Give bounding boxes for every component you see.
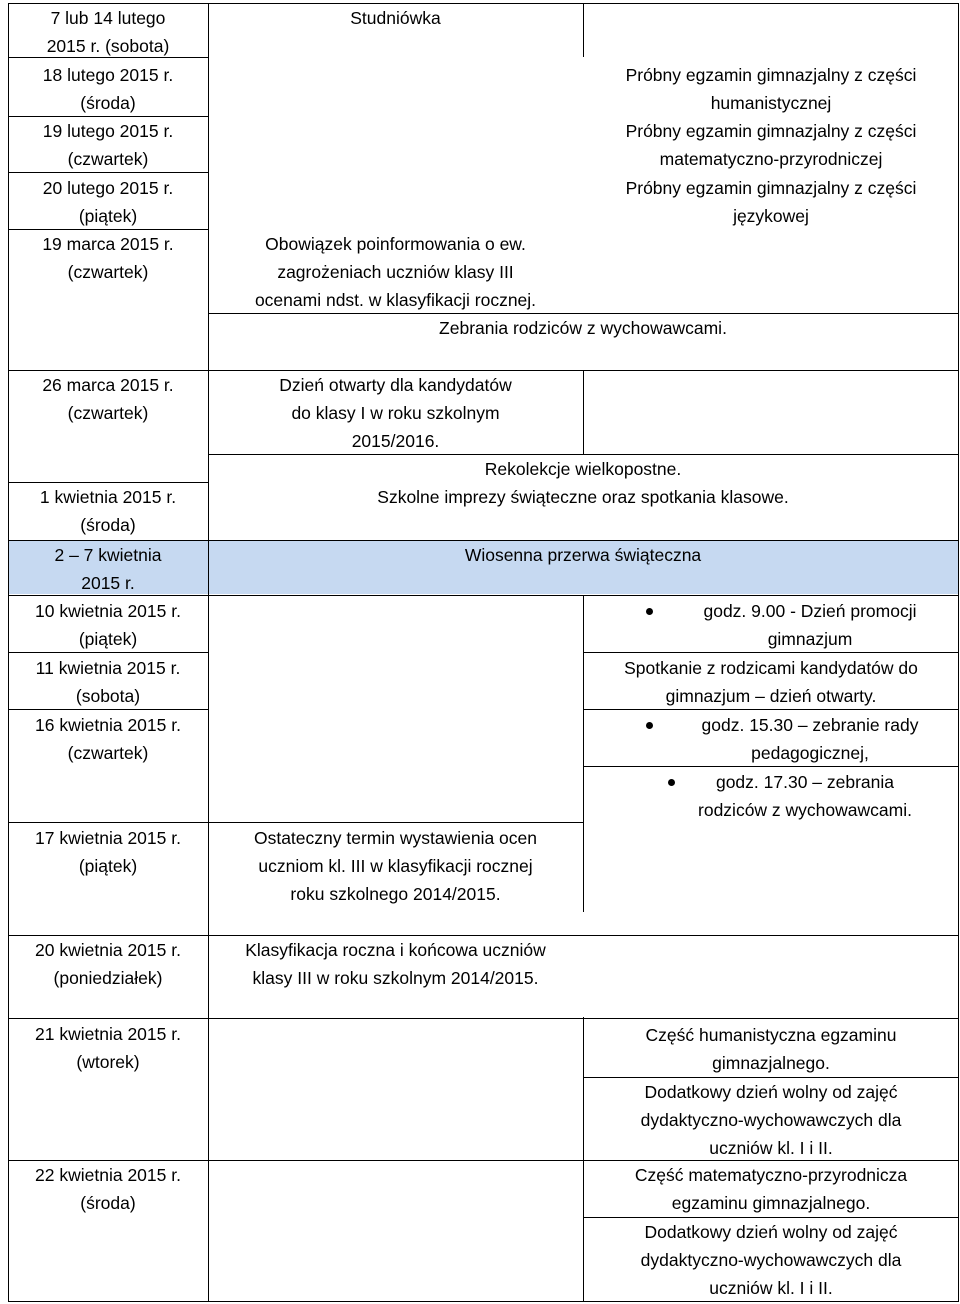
date-cell: 10 kwietnia 2015 r. (piątek)	[35, 601, 181, 649]
date-cell: 21 kwietnia 2015 r. (wtorek)	[35, 1024, 181, 1072]
event-cell: Próbny egzamin gimnazjalny z części humanistycznej	[625, 65, 917, 113]
event-cell: Część humanistyczna egzaminu gimnazjalnego.	[645, 1025, 897, 1073]
event-cell: Klasyfikacja roczna i końcowa uczniów klasy III w roku szkolnym 2014/2015.	[245, 940, 546, 988]
event-cell: godz. 15.30 – zebranie rady pedagogicznej,	[701, 715, 919, 763]
column-divider	[583, 3, 584, 57]
row-divider	[8, 822, 584, 823]
event-cell: Dzień otwarty dla kandydatów do klasy I w roku szkolnym 2015/2016.	[279, 375, 512, 451]
date-cell: 18 lutego 2015 r. (środa)	[42, 65, 174, 113]
event-cell: Spotkanie z rodzicami kandydatów do gimnazjum – dzień otwarty.	[624, 658, 918, 706]
column-divider	[583, 596, 584, 912]
event-cell: Wiosenna przerwa świąteczna	[464, 545, 702, 565]
date-cell: 22 kwietnia 2015 r. (środa)	[35, 1165, 181, 1213]
event-cell: Próbny egzamin gimnazjalny z części językowej	[625, 178, 917, 226]
event-cell: godz. 9.00 - Dzień promocji gimnazjum	[703, 601, 917, 649]
event-cell: Obowiązek poinformowania o ew. zagrożeniach uczniów klasy III ocenami ndst. w klasyfikacji rocznej.	[254, 234, 537, 310]
date-cell: 20 lutego 2015 r. (piątek)	[42, 178, 174, 226]
event-cell: Studniówka	[350, 8, 441, 28]
event-cell: Dodatkowy dzień wolny od zajęć dydaktyczno-wychowawczych dla uczniów kl. I i II.	[640, 1222, 902, 1298]
date-cell: 26 marca 2015 r. (czwartek)	[42, 375, 174, 423]
bullet-icon	[646, 722, 653, 729]
date-cell: 1 kwietnia 2015 r. (środa)	[39, 487, 177, 535]
event-cell: Dodatkowy dzień wolny od zajęć dydaktyczno-wychowawczych dla uczniów kl. I i II.	[640, 1082, 902, 1158]
bullet-icon	[646, 608, 653, 615]
event-cell: Część matematyczno-przyrodnicza egzaminu gimnazjalnego.	[634, 1165, 908, 1213]
row-divider	[8, 1018, 959, 1019]
date-cell: 19 marca 2015 r. (czwartek)	[42, 234, 174, 282]
column-divider	[583, 370, 584, 454]
event-cell: godz. 17.30 – zebrania rodziców z wychowawcami.	[698, 772, 912, 820]
date-cell: 19 lutego 2015 r. (czwartek)	[42, 121, 174, 169]
date-cell: 7 lub 14 lutego 2015 r. (sobota)	[46, 8, 170, 56]
event-cell: Próbny egzamin gimnazjalny z części matematyczno-przyrodniczej	[625, 121, 917, 169]
date-cell: 20 kwietnia 2015 r. (poniedziałek)	[35, 940, 181, 988]
date-cell: 17 kwietnia 2015 r. (piątek)	[35, 828, 181, 876]
event-cell: Zebrania rodziców z wychowawcami.	[439, 318, 727, 338]
event-cell: Szkolne imprezy świąteczne oraz spotkania klasowe.	[377, 487, 789, 507]
date-cell: 11 kwietnia 2015 r. (sobota)	[35, 658, 181, 706]
event-cell: Ostateczny termin wystawienia ocen uczniom kl. III w klasyfikacji rocznej roku szkolnego 2014/2015.	[253, 828, 538, 904]
date-cell: 16 kwietnia 2015 r. (czwartek)	[35, 715, 181, 763]
event-cell: Rekolekcje wielkopostne.	[484, 459, 682, 479]
date-cell: 2 – 7 kwietnia 2015 r.	[54, 545, 162, 593]
